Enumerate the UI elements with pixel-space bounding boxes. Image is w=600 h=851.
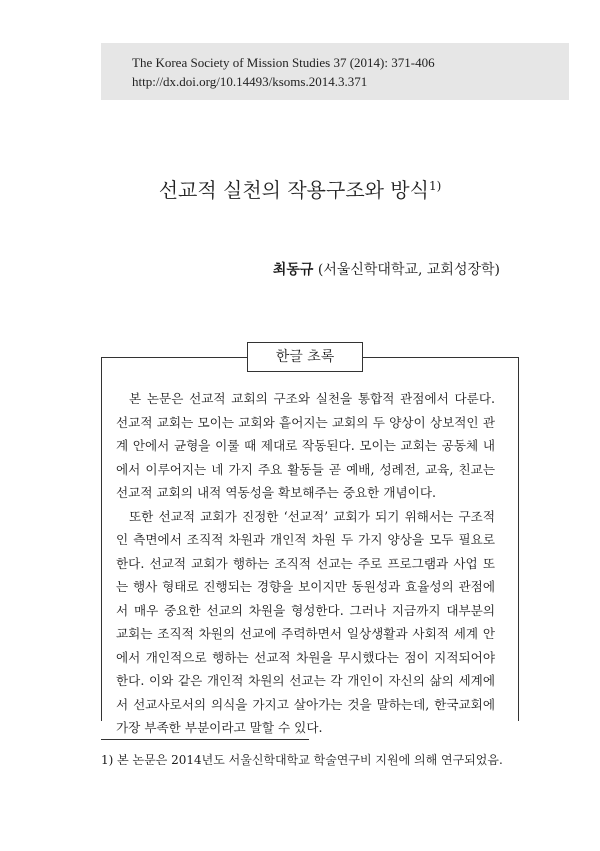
abstract-label: 한글 초록 — [247, 342, 363, 372]
abstract-paragraph-1: 본 논문은 선교적 교회의 구조와 실천을 통합적 관점에서 다룬다. 선교적 교회는 모이는 교회와 흩어지는 교회의 두 양상이 상보적인 관계 안에서 균형을 이룰 때 제대로 작동된다. 모이는 교회는 공동체 내에서 이루어지는 네 가지 주요 활동들 곧 예배, 성례전, 교육, 친교는 선교적 교회의 내적 역동성을 확보해주는 중요한 개념이다. — [116, 391, 495, 500]
paper-title — [0, 174, 600, 203]
paper-title-text: 선교적 실천의 작용구조와 방식 — [158, 178, 429, 202]
abstract-body — [116, 387, 495, 740]
journal-citation: The Korea Society of Mission Studies 37 (2014): 371-406 — [132, 55, 435, 70]
abstract-paragraph-2: 또한 선교적 교회가 진정한 ‘선교적’ 교회가 되기 위해서는 구조적인 측면에서 조직적 차원과 개인적 차원 두 가지 양상을 모두 필요로 한다. 선교적 교회가 행하는 조직적 선교는 주로 프로그램과 사업 또는 행사 형태로 진행되는 경향을 보이지만 동원성과 효율성의 관점에서 매우 중요한 선교의 차원을 형성한다. 그러나 지금까지 대부분의 교회는 조직적 차원의 선교에 주력하면서 일상생활과 사회적 세계 안에서 개인적으로 행하는 선교적 차원을 무시했다는 점이 지적되어야 한다. 이와 같은 개인적 차원의 선교는 각 개인이 자신의 삶의 세계에서 선교사로서의 의식을 가지고 살아가는 것을 말하는데, 한국교회에 가장 부족한 부분이라고 말할 수 있다. — [116, 508, 495, 735]
citation-header — [101, 43, 569, 100]
footnote-divider — [101, 739, 309, 740]
title-footnote-mark[interactable]: 1) — [428, 179, 442, 193]
footnote: 1) 본 논문은 2014년도 서울신학대학교 학술연구비 지원에 의해 연구되었음. — [101, 753, 503, 767]
doi-link[interactable]: http://dx.doi.org/10.14493/ksoms.2014.3.371 — [132, 74, 368, 89]
author-line — [273, 259, 500, 279]
author-name: 최동규 — [272, 262, 314, 278]
author-affiliation: (서울신학대학교, 교회성장학) — [317, 262, 500, 278]
